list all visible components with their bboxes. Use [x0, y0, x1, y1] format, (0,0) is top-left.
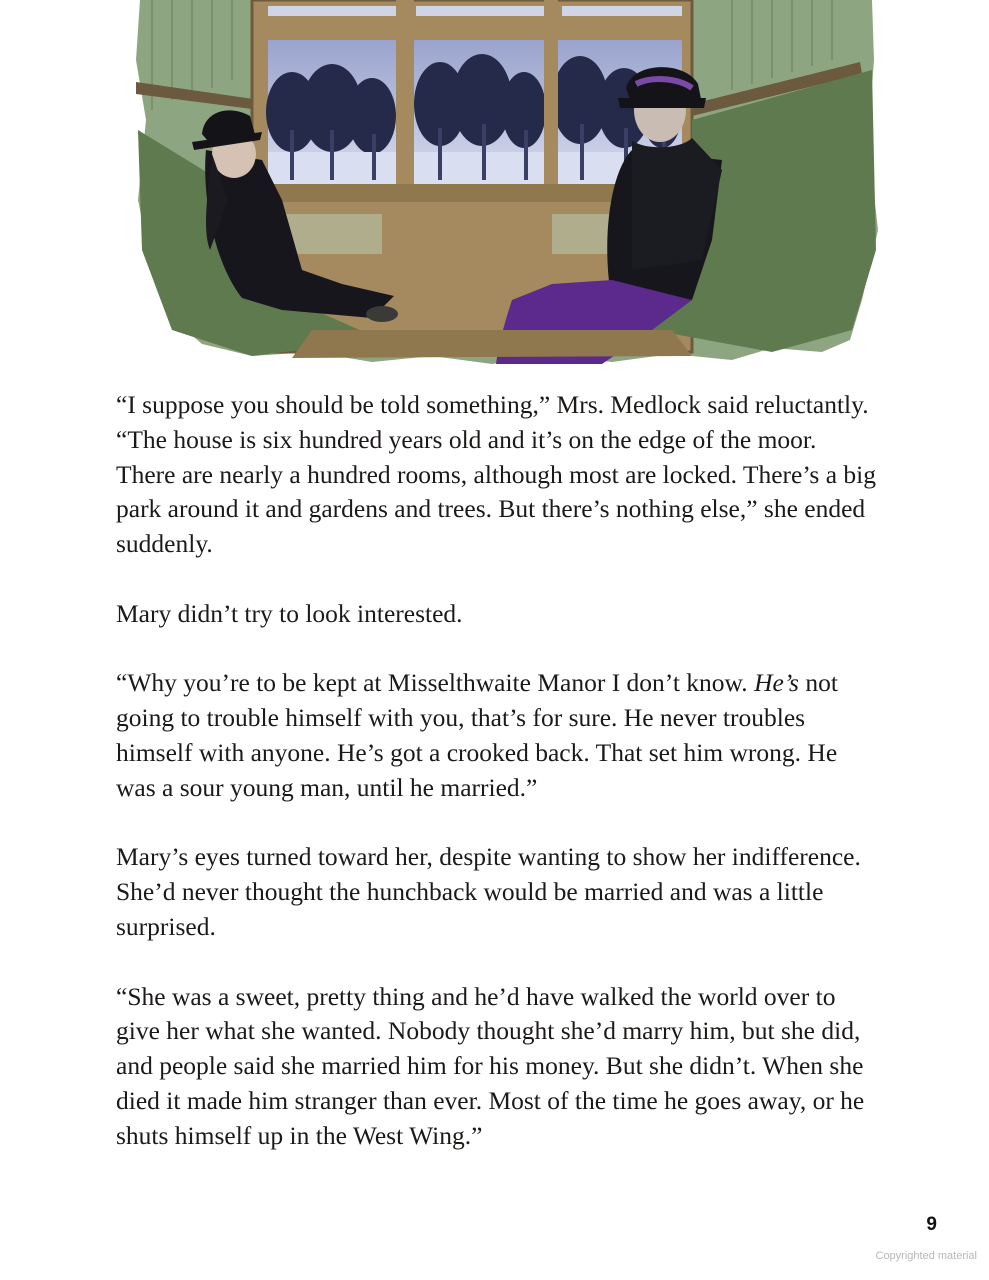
story-paragraph: [116, 666, 876, 805]
train-compartment-illustration: [132, 0, 880, 368]
page-number: 9: [926, 1214, 937, 1235]
paragraph-text: not going to trouble himself with you, that’s for sure. He never troubles himself with anyone. He’s got a crooked back. That set him wrong. He was a sour young man, until he married.”: [116, 668, 838, 802]
paragraph-text: “She was a sweet, pretty thing and he’d have walked the world over to give her what she wanted. Nobody thought she’d marry him, but she did, and people said she married him for his money. But she didn’t. When she died it made him stranger than ever. Most of the time he goes away, or he shuts himself up in the West Wing.”: [116, 981, 865, 1150]
story-paragraph: [116, 840, 876, 944]
copyright-notice: Copyrighted material: [875, 1250, 977, 1262]
illustration: [132, 0, 880, 368]
story-paragraph: [116, 980, 876, 1154]
story-paragraph: [116, 388, 876, 562]
paragraph-text: “Why you’re to be kept at Misselthwaite Manor I don’t know.: [116, 668, 755, 698]
paragraph-text: Mary’s eyes turned toward her, despite wanting to show her indifference. She’d never thought the hunchback would be married and was a little surprised.: [116, 842, 861, 941]
paragraph-text: “I suppose you should be told something,” Mrs. Medlock said reluctantly. “The house is six hundred years old and it’s on the edge of the moor. There are nearly a hundred rooms, although most are locked. There’s a big park around it and gardens and trees. But there’s nothing else,” she ended suddenly.: [116, 390, 877, 559]
compartment-floor: [292, 330, 692, 358]
story-text: [116, 388, 876, 1188]
emphasized-text: He’s: [754, 668, 799, 698]
paragraph-text: Mary didn’t try to look interested.: [116, 598, 463, 628]
story-paragraph: [116, 597, 876, 632]
